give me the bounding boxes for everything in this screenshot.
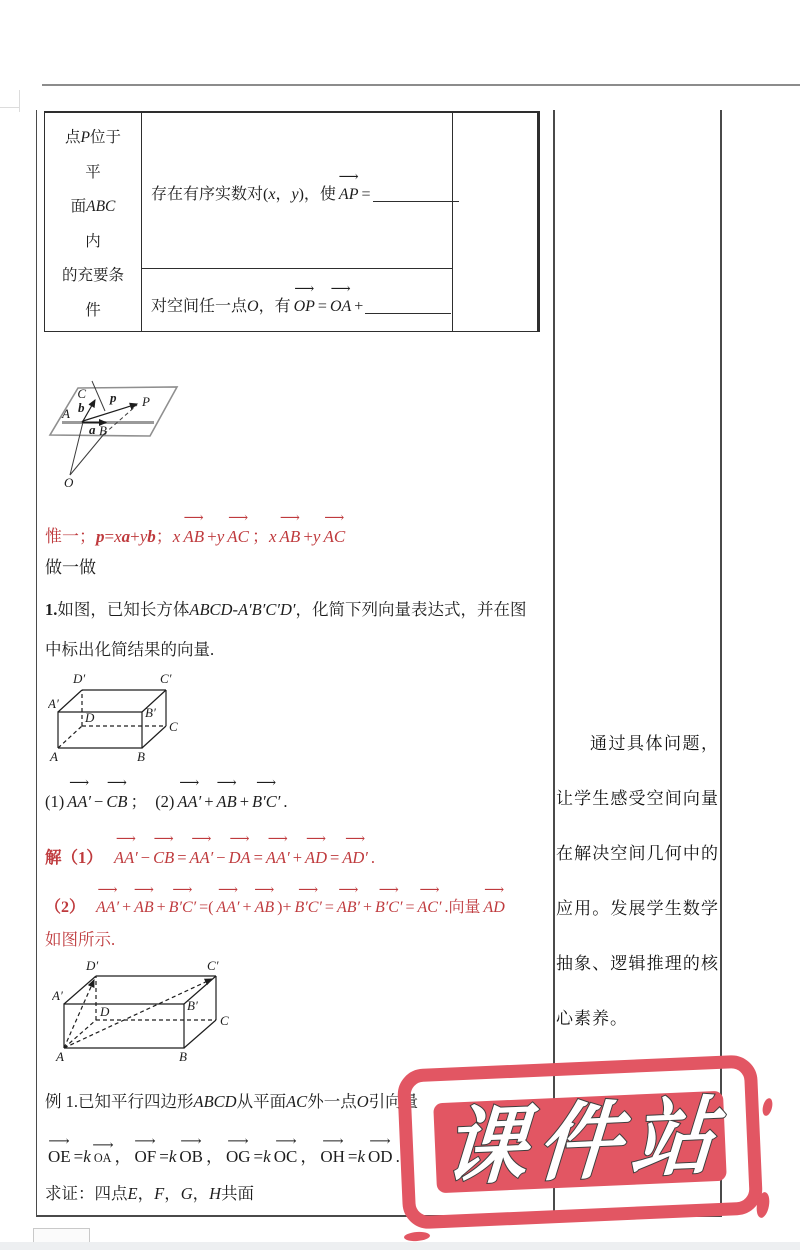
label-B-prime: B′ [187,998,198,1013]
problem1-line1: 1.如图，已知长方体ABCD-A′B′C′D′，化简下列向量表达式，并在图 [45,600,527,619]
stamp-text: 课件站 [440,1088,728,1196]
table-column-line [141,113,142,331]
table-border-right [720,110,722,1216]
table-border-left [36,110,37,1216]
header-line: 内 [85,232,101,250]
solution-2: （2） AA′ ⟶ + AB ⟶ + B′C′ ⟶ =( AA′ ⟶ + AB ⟶ )+ B′C′ ⟶ = AB′ ⟶ + B′C′ ⟶ = AC′ ⟶ .向量 AD ⟶ [45,870,553,917]
label-A-prime: A′ [52,988,63,1003]
example1-line: 例 1.已知平行四边形ABCD从平面AC外一点O引向量 [45,1092,419,1111]
label-C: C [169,719,178,734]
figure-cuboid-2 [52,956,234,1068]
header-line: 的充要条 [61,267,124,285]
label-A: A [62,406,70,421]
teaching-note: 通过具体问题，让学生感受空间向量在解决空间几何中的应用。发展学生数学抽象、逻辑推理的核心素养。 [556,734,719,1028]
label-B: B [137,749,145,764]
vector-AC-prime [64,979,212,1048]
label-O: O [64,475,74,490]
watermark-stamp [397,1054,764,1230]
label-C: C [77,386,86,401]
label-p: p [110,390,117,405]
label-P: P [142,394,150,409]
heading-do: 做一做 [45,558,96,577]
problem1-line2: 中标出化简结果的向量. [45,640,215,659]
page-bottom-margin [0,1242,800,1250]
label-B-prime: B′ [145,705,156,720]
label-A-prime: A′ [48,696,59,711]
column-divider [553,110,555,1216]
label-D: D [100,1004,110,1019]
stamp-ink-blob [761,1097,774,1117]
example1-vectors: OE ⟶ =k OA ⟶ ，OF ⟶ =k OB ⟶ ，OG ⟶ =k OC ⟶ ，OH ⟶ =k OD ⟶ . [45,1126,400,1167]
margin-corner-mark [0,107,19,108]
label-C-prime: C′ [160,671,172,686]
header-line: 面ABC [70,198,116,216]
table-cell-formula-2: 对空间任一点O，有 OP ⟶ = OA ⟶ + [151,271,451,316]
label-D-prime: D′ [86,958,99,973]
table-row-line [141,268,452,269]
solution-2-tail: 如图所示. [45,930,116,949]
stamp-ink-blob [404,1231,431,1242]
table-cell-formula-1: 存在有序实数对(x，y)，使 AP ⟶ = [151,159,459,204]
header-line: 件 [85,301,101,319]
table-column-line [452,113,453,331]
label-C: C [220,1013,229,1028]
figure-cuboid-1 [48,668,180,768]
table-header-cell [45,113,141,332]
expressions-line: (1) AA′ ⟶ − CB ⟶ ； (2) AA′ ⟶ + AB ⟶ + B′C′ ⟶ . [45,766,287,812]
margin-corner-mark [19,90,20,112]
label-b: b [78,400,85,415]
header-line: 平 [85,163,101,181]
formula-unique: 惟一；p=xa+yb；x AB ⟶ +y AC ⟶ ；x AB ⟶ +y AC ⟶ [45,500,348,547]
label-A: A [56,1049,64,1064]
label-a: a [89,422,96,437]
label-B: B [179,1049,187,1064]
label-C-prime: C′ [207,958,219,973]
solution-1: 解（1） AA′ ⟶ − CB ⟶ = AA′ ⟶ − DA ⟶ = AA′ ⟶ + AD ⟶ = AD′ ⟶ . [45,820,375,868]
stamp-border [397,1054,764,1230]
label-A: A [50,749,58,764]
stamp-background [433,1088,728,1196]
label-B: B [99,423,107,438]
label-D: D [85,710,95,725]
condition-table [44,111,540,332]
figure-plane-vectors [42,376,202,496]
label-D-prime: D′ [73,671,86,686]
header-line: 点P位于 [65,129,121,147]
prove-line: 求证：四点E，F，G，H共面 [45,1184,255,1203]
page-top-rule [42,84,800,86]
